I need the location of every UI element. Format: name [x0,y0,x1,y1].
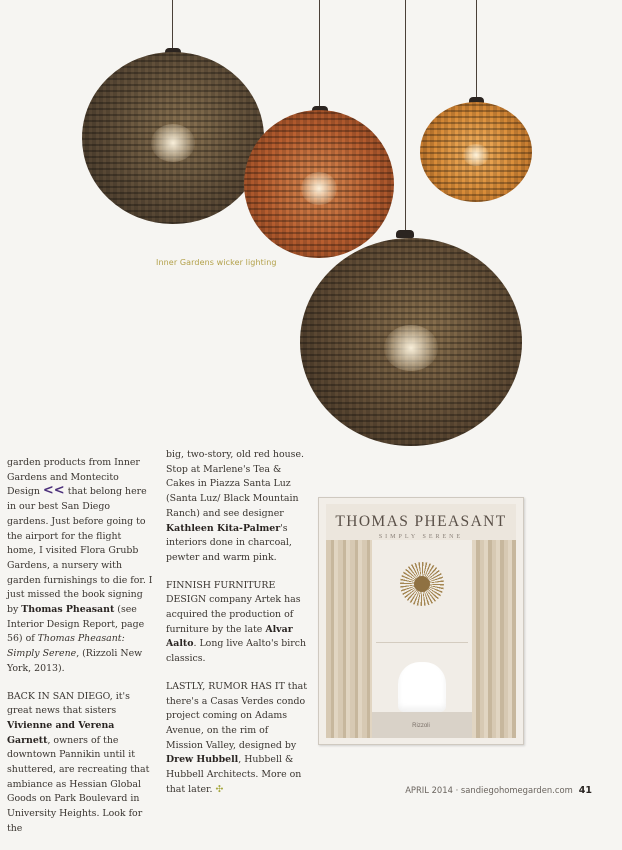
paragraph-kicker: FINNISH FURNITURE DESIGN [166,579,276,606]
pendant-lamp [420,102,532,202]
white-chair [398,662,446,712]
article-paragraph: garden products from Inner Gardens and Montecito Design << that belong here in our best San Diego gardens. Just before going to the airport for the flight home, I visited Flora Grubb Gardens, a nursery with garden furnishings to die for. I just missed the book signing by Thomas Pheasant (see Interior Design Report, page 56) of Thomas Pheasant: Simply Serene, (Rizzoli New York, 2013). [7,457,153,674]
wall-molding [376,642,468,643]
book-cover-publisher: Rizzoli [412,723,430,729]
page-footer [405,785,592,796]
person-name: Drew Hubbell [166,754,239,766]
end-mark-icon: ✣ [215,783,224,795]
article-paragraph: FINNISH FURNITURE DESIGN company Artek has acquired the production of furniture by the late Alvar Aalto. Long live Aalto's birch classics. [166,579,307,665]
article-paragraph: big, two-story, old red house. Stop at Marlene's Tea & Cakes in Piazza Santa Luz (Santa Luz/ Black Mountain Ranch) and see designer Kathleen Kita-Palmer's interiors done in charcoal, pewter and warm pink. [166,449,304,563]
curtain-left [326,540,372,738]
article-column-1 [7,456,153,850]
book-cover-subtitle: SIMPLY SERENE [378,534,464,540]
article-column-2 [166,448,308,810]
pendant-lamp [244,110,394,258]
chevron-icon: << [42,483,65,499]
book-title-ref: Thomas Pheasant: Simply Serene [7,633,125,660]
pendant-lamp [82,52,264,224]
pendant-cord [405,0,406,238]
person-name: Alvar Aalto [166,623,293,650]
pendant-cord [476,0,477,104]
footer-text: APRIL 2014 · sandiegohomegarden.com [405,785,573,795]
person-name: Vivienne and Verena Garnett [7,719,115,746]
paragraph-kicker: LASTLY, RUMOR HAS IT [166,680,285,692]
page-number: 41 [578,785,592,796]
book-cover [318,497,524,745]
person-name: Kathleen Kita-Palmer [166,522,281,534]
paragraph-kicker: BACK IN SAN DIEGO [7,690,110,702]
pendant-cap [396,230,414,238]
pendant-lamp [300,238,522,446]
article-paragraph: LASTLY, RUMOR HAS IT that there's a Casas Verdes condo project coming on Adams Avenue, on the rim of Mission Valley, designed by Drew Hubbell, Hubbell & Hubbell Architects. More on that later. ✣ [166,680,307,795]
article-paragraph: BACK IN SAN DIEGO, it's great news that sisters Vivienne and Verena Garnett, owners of the downtown Pannikin until it shuttered, are recreating that ambiance as Hessian Global Goods on Park Boulevard in University Heights. Look for the [7,690,150,834]
person-name: Thomas Pheasant [21,604,115,616]
photo-caption: Inner Gardens wicker lighting [156,258,277,267]
book-cover-photo [326,504,516,738]
curtain-right [472,540,516,738]
sunburst-mirror-icon [400,562,444,606]
book-cover-title: THOMAS PHEASANT [335,513,507,530]
pendant-cord [319,0,320,113]
